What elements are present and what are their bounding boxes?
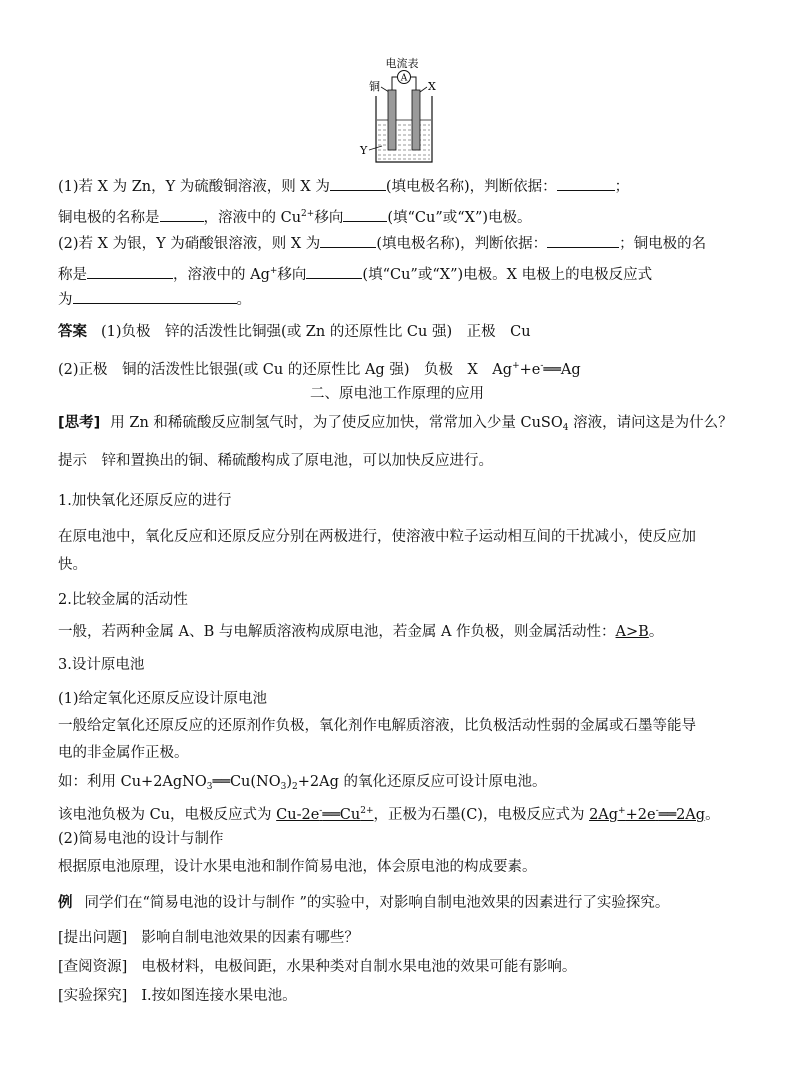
- resources-text: 电极材料，电极间距，水果种类对自制水果电池的效果可能有影响。: [141, 959, 577, 975]
- right-wire: [411, 77, 417, 90]
- el-text-b: ，正极为石墨(C)，电极反应式为: [373, 807, 590, 823]
- answer-sup-2: -: [540, 361, 544, 371]
- el-ans2-c: ══2Ag: [658, 807, 706, 823]
- q1-text-g: (填“Cu”或“X”)电极。: [387, 210, 532, 226]
- el-ans2-sup1: +: [618, 806, 626, 816]
- q2-text-d: 称是: [58, 267, 87, 283]
- question-text: 影响自制电池效果的因素有哪些？: [141, 930, 359, 946]
- subheading-2: (2)简易电池的设计与制作: [58, 831, 224, 847]
- el-ans2-sup2: -: [655, 806, 659, 816]
- blank: [320, 233, 376, 248]
- q2-text-c: ；铜电极的名: [619, 236, 707, 252]
- ex-sub-3: 2: [292, 782, 298, 792]
- x-pointer: [420, 87, 427, 92]
- q1-text-e: ，溶液中的 Cu: [203, 210, 302, 226]
- el-ans1-a: Cu-2e: [276, 807, 320, 823]
- para-1a: 在原电池中，氧化反应和还原反应分别在两极进行，使溶液中粒子运动相互间的干扰减小，使反应加: [58, 529, 696, 545]
- blank: [306, 264, 362, 279]
- el-ans1-b: ══Cu: [322, 807, 361, 823]
- para-1b: 快。: [58, 557, 87, 573]
- solution: [377, 120, 431, 161]
- ex-text-c: ): [286, 774, 293, 790]
- example-label: 例: [58, 895, 73, 911]
- para-2-end: 。: [648, 624, 664, 640]
- q1-sup: 2+: [301, 209, 315, 219]
- q1-text-d: 铜电极的名称是: [58, 210, 160, 226]
- ex-sub-2: 3: [280, 782, 287, 792]
- el-text-c: 。: [705, 807, 720, 823]
- think-sub: 4: [562, 423, 569, 433]
- q1-text-a: (1)若 X 为 Zn，Y 为硫酸铜溶液，则 X 为: [58, 179, 330, 195]
- answer-line1: [58, 322, 531, 342]
- example-experiment: [58, 986, 297, 1006]
- heading-1: 1.加快氧化还原反应的进行: [58, 493, 232, 509]
- q2-text-h: 为: [58, 292, 73, 308]
- q1-line2: [58, 204, 532, 228]
- q2-text-g: (填“Cu”或“X”)电极。X 电极上的电极反应式: [362, 267, 653, 283]
- q1-text-b: (填电极名称)，判断依据：: [385, 179, 557, 195]
- galvanic-cell-diagram: [352, 56, 452, 168]
- blank: [330, 176, 386, 191]
- x-label: X: [428, 80, 436, 93]
- question-label: [提出问题]: [58, 930, 128, 946]
- el-ans1-sup1: -: [319, 806, 323, 816]
- left-wire: [392, 77, 398, 90]
- ex-text-b: ══Cu(NO: [212, 774, 281, 790]
- el-ans2-b: +2e: [625, 807, 656, 823]
- ex-text-d: +2Ag 的氧化还原反应可设计原电池。: [297, 774, 547, 790]
- copper-label: 铜: [369, 80, 380, 93]
- heading-2: 2.比较金属的活动性: [58, 592, 188, 608]
- answer-sup-1: +: [512, 361, 520, 371]
- subheading-1: (1)给定氧化还原反应设计原电池: [58, 691, 268, 707]
- electrode-reactions: [58, 801, 720, 825]
- example-reaction: [58, 772, 547, 797]
- el-answer-2: [589, 807, 705, 823]
- answer-text-2c: ══Ag: [543, 362, 581, 378]
- para-2-text: 一般，若两种金属 A、B 与电解质溶液构成原电池，若金属 A 作负极，则金属活动性：: [58, 624, 616, 640]
- blank: [557, 176, 615, 191]
- blank: [343, 207, 387, 222]
- q2-text-e: ，溶液中的 Ag: [173, 267, 270, 283]
- blank: [87, 264, 173, 279]
- example-question: [58, 928, 359, 948]
- blank: [547, 233, 619, 248]
- para-2: [58, 622, 663, 642]
- example-intro: [58, 893, 669, 913]
- x-electrode: [412, 90, 420, 150]
- el-ans1-sup2: 2+: [360, 806, 374, 816]
- blank: [160, 207, 204, 222]
- example-resources: [58, 957, 576, 977]
- para-3b: 电的非金属作正极。: [58, 745, 189, 761]
- el-answer-1: [276, 807, 373, 823]
- el-text-a: 该电池负极为 Cu，电极反应式为: [58, 807, 277, 823]
- section-title: 二、原电池工作原理的应用: [310, 386, 484, 402]
- q2-text-a: (2)若 X 为银，Y 为硝酸银溶液，则 X 为: [58, 236, 321, 252]
- q2-line3: [58, 289, 251, 310]
- heading-3: 3.设计原电池: [58, 657, 145, 673]
- meter-label: 电流表: [385, 57, 419, 70]
- q2-text-i: 。: [236, 292, 251, 308]
- answer-text-2b: +e: [519, 362, 541, 378]
- y-label: Y: [360, 144, 368, 157]
- q1-text-f: 移向: [314, 210, 344, 226]
- ex-text-a: 如：利用 Cu+2AgNO: [58, 774, 207, 790]
- answer-label: 答案: [58, 324, 87, 340]
- ammeter-symbol: A: [400, 73, 408, 84]
- experiment-text: Ⅰ.按如图连接水果电池。: [141, 988, 297, 1004]
- resources-label: [查阅资源]: [58, 959, 128, 975]
- answer-text-1: (1)负极 锌的活泼性比铜强(或 Zn 的还原性比 Cu 强) 正极 Cu: [101, 324, 531, 340]
- para-4: 根据原电池原理，设计水果电池和制作简易电池，体会原电池的构成要素。: [58, 859, 537, 875]
- example-text: 同学们在“简易电池的设计与制作 ”的实验中，对影响自制电池效果的因素进行了实验探究。: [84, 895, 670, 911]
- think-text-a: 用 Zn 和稀硫酸反应制氢气时，为了使反应加快，常常加入少量 CuSO: [110, 415, 563, 431]
- experiment-label: [实验探究]: [58, 988, 128, 1004]
- q2-line2: [58, 261, 652, 285]
- hint-line: 提示 锌和置换出的铜、稀硫酸构成了原电池，可以加快反应进行。: [58, 453, 493, 469]
- para-2-answer: A>B: [615, 624, 649, 640]
- think-text-b: 溶液，请问这是为什么？: [568, 415, 733, 431]
- copper-electrode: [388, 90, 396, 150]
- q2-text-b: (填电极名称)，判断依据：: [376, 236, 548, 252]
- think-label: [思考]: [58, 415, 101, 431]
- q2-text-f: 移向: [277, 267, 307, 283]
- ex-sub-1: 3: [206, 782, 213, 792]
- think-line: [58, 413, 733, 438]
- q2-sup: +: [269, 266, 278, 276]
- q2-line1: [58, 233, 706, 254]
- answer-text-2a: (2)正极 铜的活泼性比银强(或 Cu 的还原性比 Ag 强) 负极 X Ag: [58, 362, 513, 378]
- q1-line1: [58, 176, 629, 197]
- para-3a: 一般给定氧化还原反应的还原剂作负极，氧化剂作电解质溶液，比负极活动性弱的金属或石墨等能导: [58, 718, 696, 734]
- q1-text-c: ；: [614, 179, 630, 195]
- answer-line2: [58, 356, 581, 380]
- blank: [73, 289, 237, 304]
- el-ans2-a: 2Ag: [589, 807, 619, 823]
